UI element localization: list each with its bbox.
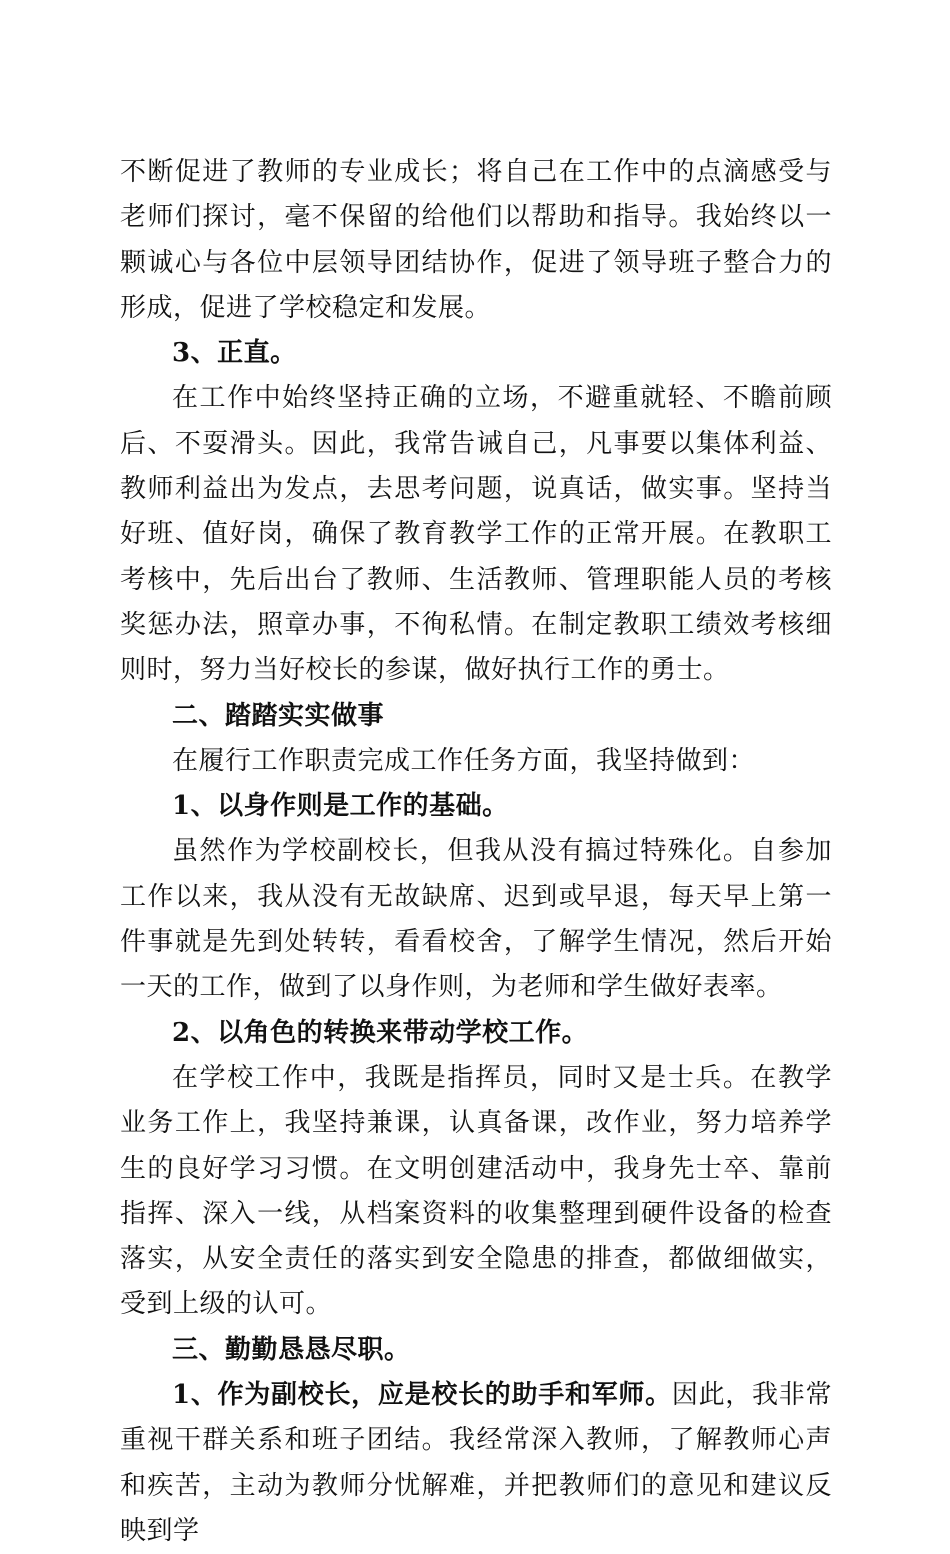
document-body bbox=[120, 150, 832, 1554]
heading-integrity: 3、正直。 bbox=[172, 338, 297, 369]
section-heading-work-steadily: 二、踏踏实实做事 bbox=[172, 700, 385, 731]
paragraph-integrity: 在工作中始终坚持正确的立场，不避重就轻、不瞻前顾后、不耍滑头。因此，我常告诫自己，凡事要以集体利益、教师利益出为发点，去思考问题，说真话，做实事。坚持当好班、值好岗，确保了教育教学工作的正常开展。在教职工考核中，先后出台了教师、生活教师、管理职能人员的考核奖惩办法，照章办事，不徇私情。在制定教职工绩效考核细则时，努力当好校长的参谋，做好执行工作的勇士。 bbox=[120, 383, 832, 686]
heading-lead-by-example: 1、以身作则是工作的基础。 bbox=[172, 791, 509, 822]
paragraph-assistant-role bbox=[120, 1373, 832, 1554]
paragraph-lead-by-example: 虽然作为学校副校长，但我从没有搞过特殊化。自参加工作以来，我从没有无故缺席、迟到或早退，每天早上第一件事就是先到处转转，看看校舍，了解学生情况，然后开始一天的工作，做到了以身作则，为老师和学生做好表率。 bbox=[120, 836, 832, 1003]
heading-role-switch: 2、以角色的转换来带动学校工作。 bbox=[172, 1017, 589, 1048]
paragraph-duties-intro: 在履行工作职责完成工作任务方面，我坚持做到： bbox=[172, 745, 756, 776]
paragraph-body-text: 因此，我非常重视干群关系和班子团结。我经常深入教师，了解教师心声和疾苦，主动为教师分忧解难，并把教师们的意见和建议反映到学 bbox=[120, 1380, 832, 1546]
paragraph-lead-phrase: 1、作为副校长，应是校长的助手和军师。 bbox=[172, 1380, 672, 1411]
paragraph-role-switch: 在学校工作中，我既是指挥员，同时又是士兵。在教学业务工作上，我坚持兼课，认真备课，改作业，努力培养学生的良好学习习惯。在文明创建活动中，我身先士卒、靠前指挥、深入一线，从档案资料的收集整理到硬件设备的检查落实，从安全责任的落实到安全隐患的排查，都做细做实，受到上级的认可。 bbox=[120, 1062, 832, 1320]
paragraph-continuation: 不断促进了教师的专业成长；将自己在工作中的点滴感受与老师们探讨，毫不保留的给他们以帮助和指导。我始终以一颗诚心与各位中层领导团结协作，促进了领导班子整合力的形成，促进了学校稳定和发展。 bbox=[120, 157, 832, 323]
section-heading-diligence: 三、勤勤恳恳尽职。 bbox=[172, 1334, 411, 1365]
